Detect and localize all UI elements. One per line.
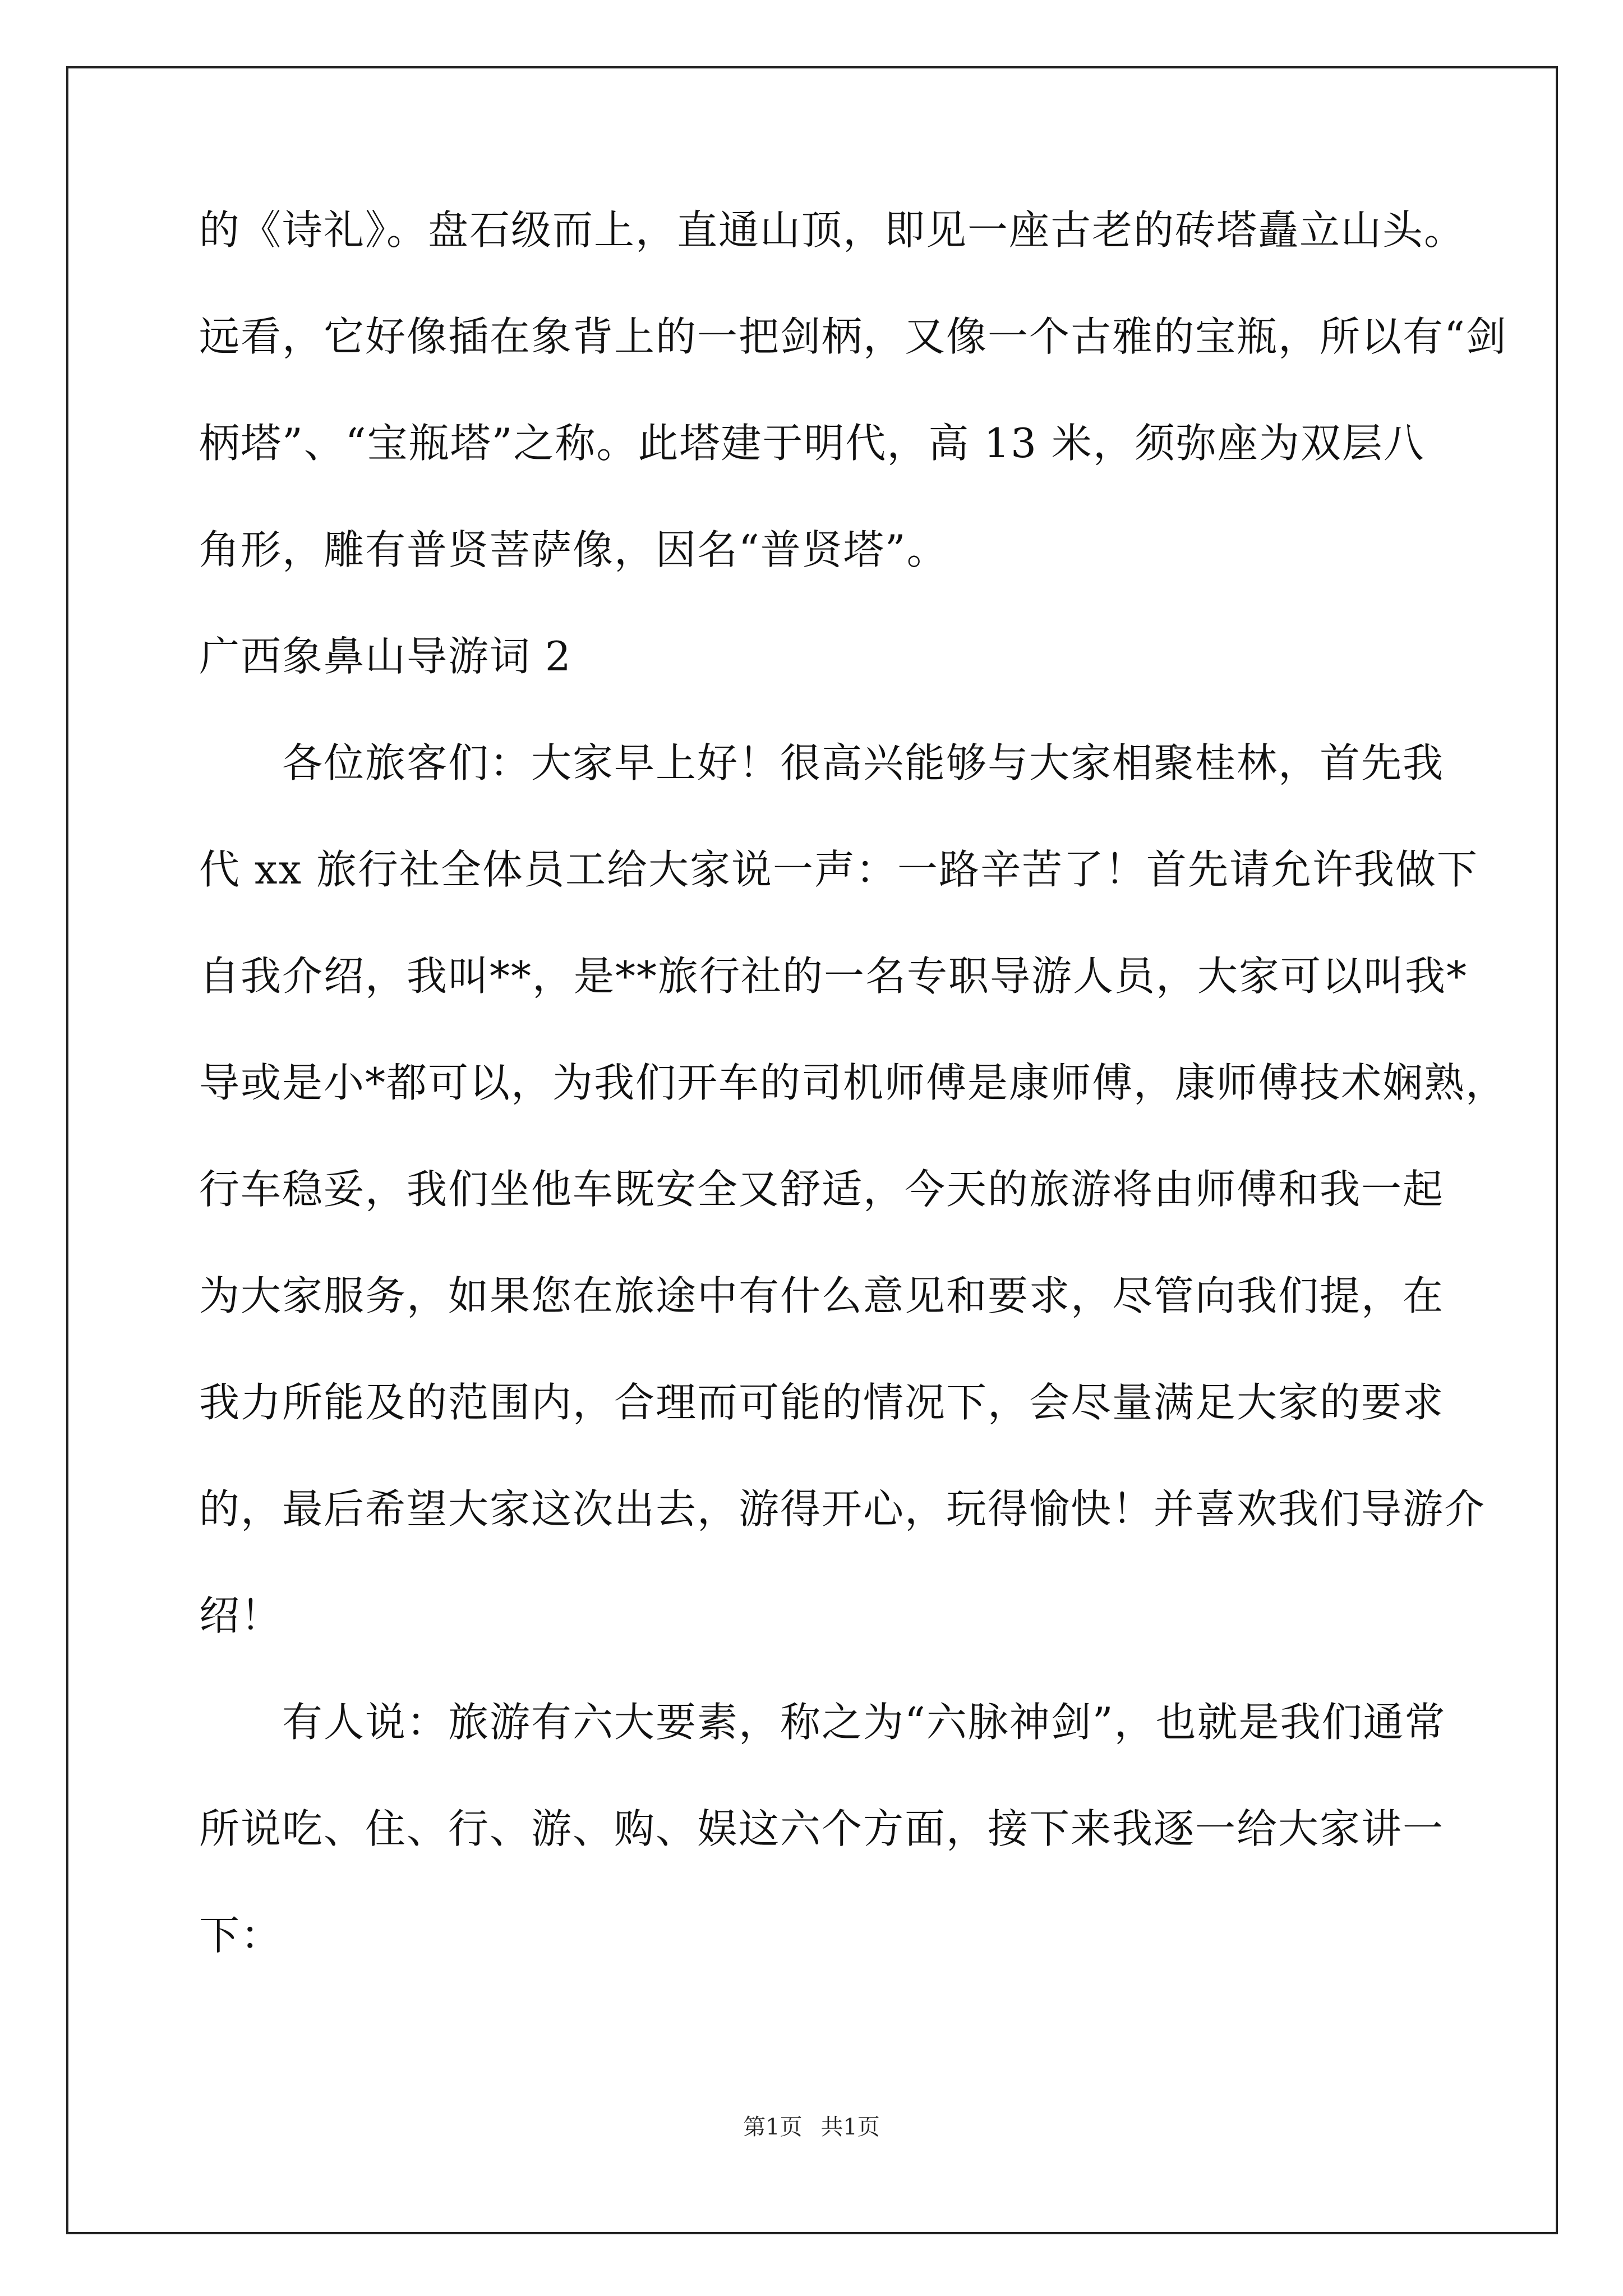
text-line: 柄塔”、“宝瓶塔”之称。此塔建于明代，高 13 米，须弥座为双层八 bbox=[199, 420, 1425, 467]
page-number: 第1页 bbox=[743, 2114, 803, 2140]
page-total: 共1页 bbox=[820, 2114, 880, 2140]
text-line: 的《诗礼》。盘石级而上，直通山顶，即见一座古老的砖塔矗立山头。 bbox=[199, 206, 1466, 254]
text-line: 所说吃、住、行、游、购、娱这六个方面，接下来我逐一给大家讲一 bbox=[199, 1805, 1445, 1852]
text-line: 行车稳妥，我们坐他车既安全又舒适，今天的旅游将由师傅和我一起 bbox=[199, 1166, 1445, 1213]
text-line: 我力所能及的范围内，合理而可能的情况下，会尽量满足大家的要求 bbox=[199, 1379, 1445, 1426]
text-line: 绍！ bbox=[199, 1592, 283, 1639]
text-line: 角形，雕有普贤菩萨像，因名“普贤塔”。 bbox=[199, 526, 948, 573]
text-line: 各位旅客们：大家早上好！很高兴能够与大家相聚桂林，首先我 bbox=[199, 739, 1445, 786]
section-heading: 广西象鼻山导游词 2 bbox=[199, 633, 572, 680]
text-line: 代 xx 旅行社全体员工给大家说一声：一路辛苦了！首先请允许我做下 bbox=[199, 846, 1478, 893]
page-footer bbox=[0, 2111, 1623, 2143]
text-line: 有人说：旅游有六大要素，称之为“六脉神剑”，也就是我们通常 bbox=[199, 1699, 1446, 1746]
text-line: 为大家服务，如果您在旅途中有什么意见和要求，尽管向我们提，在 bbox=[199, 1272, 1445, 1319]
text-line: 下： bbox=[199, 1912, 283, 1959]
text-line: 导或是小*都可以，为我们开车的司机师傅是康师傅，康师傅技术娴熟， bbox=[199, 1059, 1507, 1106]
text-line: 远看，它好像插在象背上的一把剑柄，又像一个古雅的宝瓶，所以有“剑 bbox=[199, 313, 1507, 360]
text-line: 的，最后希望大家这次出去，游得开心，玩得愉快！并喜欢我们导游介 bbox=[199, 1485, 1486, 1533]
text-line: 自我介绍，我叫**，是**旅行社的一名专职导游人员，大家可以叫我* bbox=[199, 953, 1468, 1000]
